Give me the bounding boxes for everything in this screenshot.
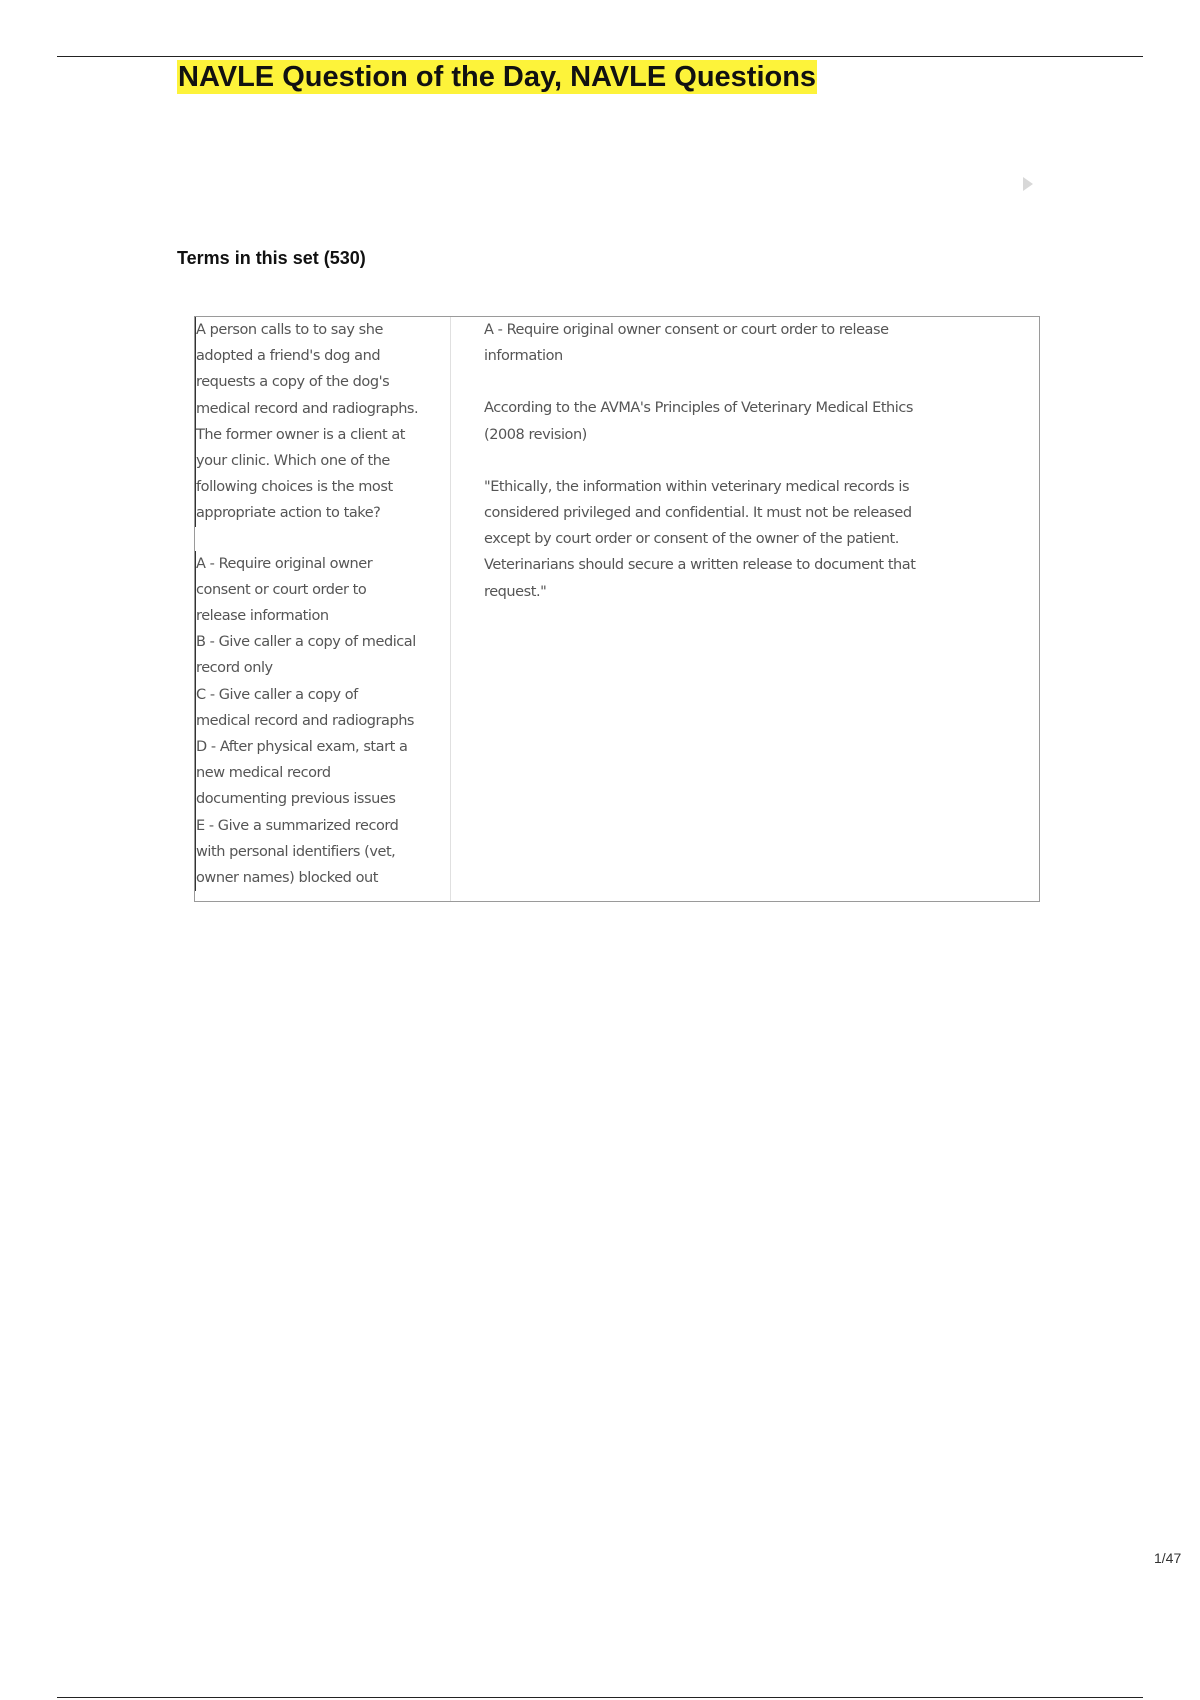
- term-line: appropriate action to take?: [195, 500, 445, 526]
- term-line: new medical record: [195, 760, 445, 786]
- term-line: your clinic. Which one of the: [195, 448, 445, 474]
- term-option-e: E - Give a summarized record: [195, 813, 445, 839]
- definition-line: considered privileged and confidential. It must not be released: [484, 505, 912, 522]
- term-line: A person calls to to say she: [195, 317, 445, 343]
- definition-line: (2008 revision): [484, 426, 587, 443]
- definition-quote: "Ethically, the information within veterinary medical records is: [484, 478, 910, 495]
- term-line: adopted a friend's dog and: [195, 343, 445, 369]
- term-line: record only: [195, 655, 445, 681]
- term-line: consent or court order to: [195, 577, 445, 603]
- term-option-c: C - Give caller a copy of: [195, 682, 445, 708]
- term-option-a: A - Require original owner: [195, 551, 445, 577]
- term-line: requests a copy of the dog's: [195, 369, 445, 395]
- definition-line: request.": [484, 583, 547, 600]
- bottom-rule: [57, 1697, 1143, 1698]
- definition-cell: [484, 317, 1004, 605]
- definition-line: According to the AVMA's Principles of Veterinary Medical Ethics: [484, 400, 913, 417]
- document-title: NAVLE Question of the Day, NAVLE Questions: [178, 61, 817, 93]
- term-cell: [195, 317, 445, 891]
- term-line: with personal identifiers (vet,: [195, 839, 445, 865]
- term-line: owner names) blocked out: [195, 865, 445, 891]
- terms-set-heading: Terms in this set (530): [177, 248, 366, 268]
- definition-line: except by court order or consent of the owner of the patient.: [484, 531, 899, 548]
- card-divider: [450, 317, 451, 901]
- term-line: release information: [195, 603, 445, 629]
- top-rule: [57, 56, 1143, 57]
- term-line: following choices is the most: [195, 474, 445, 500]
- term-line: The former owner is a client at: [195, 422, 445, 448]
- definition-spacer: [484, 448, 1004, 474]
- definition-spacer: [484, 369, 1004, 395]
- definition-answer: A - Require original owner consent or court order to release: [484, 322, 889, 338]
- term-option-b: B - Give caller a copy of medical: [195, 629, 445, 655]
- term-spacer: [195, 527, 445, 551]
- term-line: documenting previous issues: [195, 786, 445, 812]
- definition-line: Veterinarians should secure a written release to document that: [484, 557, 916, 574]
- term-line: medical record and radiographs: [195, 708, 445, 734]
- term-option-d: D - After physical exam, start a: [195, 734, 445, 760]
- page-number: 1/47: [1154, 1550, 1182, 1566]
- flashcard-table: [194, 316, 1040, 902]
- term-line: medical record and radiographs.: [195, 396, 445, 422]
- play-icon[interactable]: [1022, 176, 1034, 192]
- definition-line: information: [484, 348, 563, 365]
